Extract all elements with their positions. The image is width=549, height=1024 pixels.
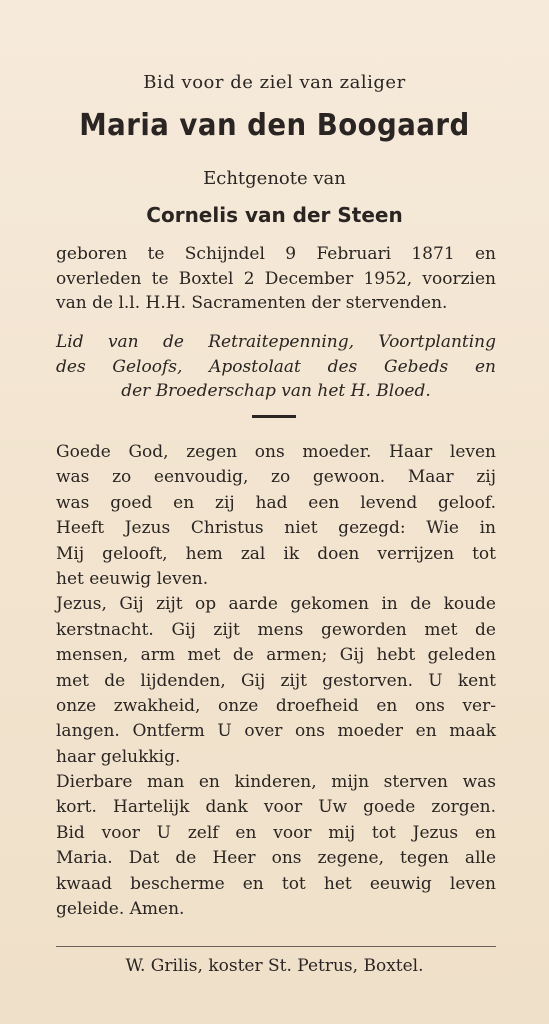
prayer-line: was goed en zij had een levend geloof. — [56, 492, 496, 513]
footer-divider — [56, 946, 496, 947]
prayer-line: haar gelukkig. — [56, 746, 181, 767]
prayer-line: onze zwakheid, onze droefheid en ons ver- — [56, 695, 496, 716]
bio-line: overleden te Boxtel 2 December 1952, voorzien — [56, 268, 496, 289]
prayer-line: Heeft Jezus Christus niet gezegd: Wie in — [56, 518, 496, 539]
section-divider — [252, 415, 296, 418]
membership-line: der Broederschap van het H. Bloed. — [121, 381, 431, 401]
membership-line: Lid van de Retraitepenning, Voortplanting — [56, 332, 496, 352]
prayer-line: kwaad bescherme en tot het eeuwig leven — [56, 873, 496, 894]
prayer-line: Dierbare man en kinderen, mijn sterven was — [56, 772, 496, 793]
prayer-line: Maria. Dat de Heer ons zegene, tegen alle — [56, 848, 496, 869]
membership-block — [56, 330, 496, 404]
printer-credit: W. Grilis, koster St. Petrus, Boxtel. — [125, 956, 424, 976]
prayer-line: Goede God, zegen ons moeder. Haar leven — [56, 442, 496, 462]
deceased-name: Maria van den Boogaard — [79, 108, 470, 143]
spouse-name: Cornelis van der Steen — [146, 203, 403, 227]
prayer-line: kort. Hartelijk dank voor Uw goede zorgen. — [56, 797, 496, 818]
prayer-line: langen. Ontferm U over ons moeder en maak — [56, 721, 496, 742]
bio-line: geboren te Schijndel 9 Februari 1871 en — [56, 244, 496, 264]
prayer-line: geleide. Amen. — [56, 899, 185, 920]
intro-text: Bid voor de ziel van zaliger — [143, 72, 406, 93]
prayer-line: met de lijdenden, Gij zijt gestorven. U kent — [56, 670, 496, 691]
prayer-line: het eeuwig leven. — [56, 568, 209, 589]
prayer-line: Mij gelooft, hem zal ik doen verrijzen tot — [56, 543, 496, 564]
bio-block — [56, 242, 496, 316]
prayer-line: Bid voor U zelf en voor mij tot Jezus en — [56, 822, 496, 843]
bio-line: van de l.l. H.H. Sacramenten der stervenden. — [56, 293, 448, 313]
prayer-line: mensen, arm met de armen; Gij hebt geleden — [56, 645, 496, 666]
spouse-label: Echtgenote van — [203, 168, 346, 189]
prayer-line: Jezus, Gij zijt op aarde gekomen in de koude — [56, 594, 496, 615]
prayer-line: was zo eenvoudig, zo gewoon. Maar zij — [56, 467, 496, 488]
prayer-block — [56, 440, 496, 922]
prayer-line: kerstnacht. Gij zijt mens geworden met de — [56, 619, 496, 640]
membership-line: des Geloofs, Apostolaat des Gebeds en — [56, 356, 496, 377]
